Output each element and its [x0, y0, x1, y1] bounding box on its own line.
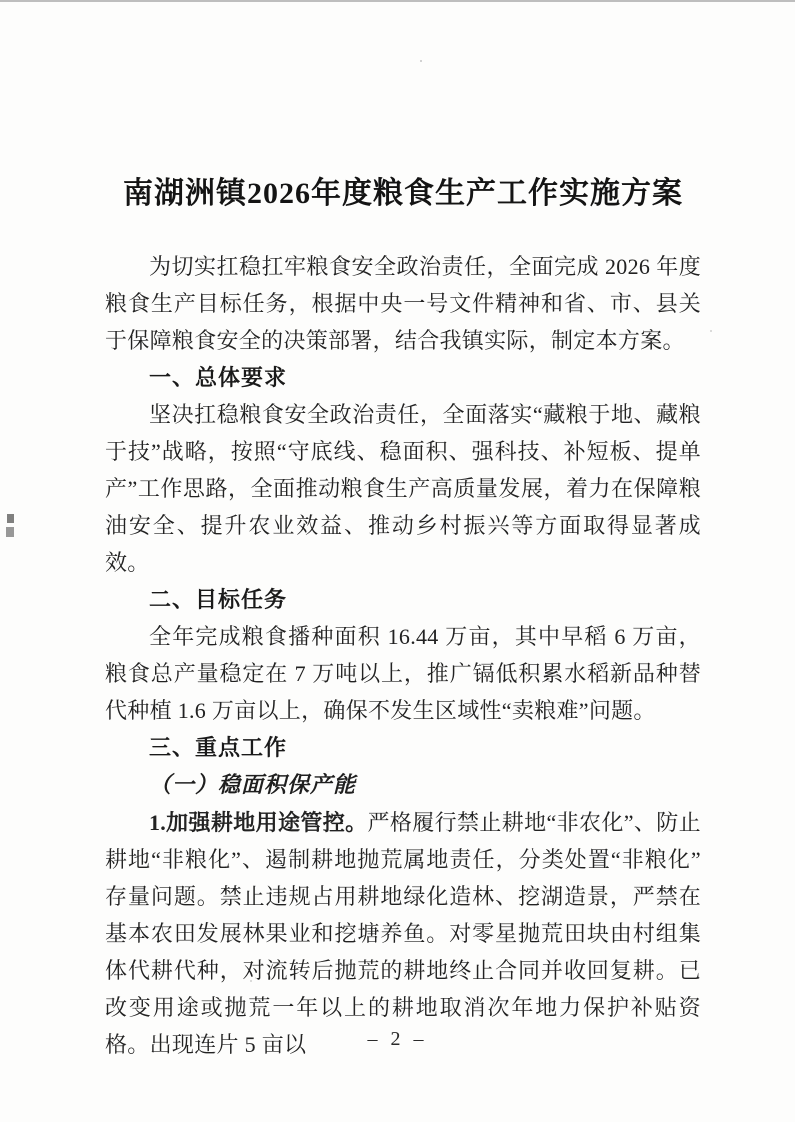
section-2-paragraph: 全年完成粮食播种面积 16.44 万亩，其中早稻 6 万亩，粮食总产量稳定在 7 万吨以上，推广镉低积累水稻新品种替代种植 1.6 万亩以上，确保不发生区域性“卖粮难”问题。	[105, 624, 701, 723]
document-body	[105, 0, 701, 1063]
section-3-subheading: （一）稳面积保产能	[149, 772, 357, 797]
page-number: – 2 –	[367, 1028, 428, 1050]
section-3-heading: 三、重点工作	[149, 735, 288, 760]
section-3-item-1-paragraph	[105, 804, 701, 1063]
document-title: 南湖洲镇2026年度粮食生产工作实施方案	[123, 177, 683, 210]
item-1-body: 严格履行禁止耕地“非农化”、防止耕地“非粮化”、遏制耕地抛荒属地责任，分类处置“非粮化”存量问题。禁止违规占用耕地绿化造林、挖湖造景，严禁在基本农田发展林果业和挖塘养鱼。对零星抛荒田块由村组集体代耕代种，对流转后抛荒的耕地终止合同并收回复耕。已改变用途或抛荒一年以上的耕地取消次年地力保护补贴资格。出现连片 5 亩以	[105, 810, 701, 1057]
item-1-lead: 1.加强耕地用途管控。	[149, 810, 368, 835]
section-1-heading: 一、总体要求	[149, 365, 288, 390]
section-2-heading: 二、目标任务	[149, 587, 288, 612]
intro-paragraph: 为切实扛稳扛牢粮食安全政治责任，全面完成 2026 年度粮食生产目标任务，根据中央一号文件精神和省、市、县关于保障粮食安全的决策部署，结合我镇实际，制定本方案。	[105, 254, 701, 353]
section-1-paragraph: 坚决扛稳粮食安全政治责任，全面落实“藏粮于地、藏粮于技”战略，按照“守底线、稳面积、强科技、补短板、提单产”工作思路，全面推动粮食生产高质量发展，着力在保障粮油安全、提升农业效益、推动乡村振兴等方面取得显著成效。	[105, 402, 701, 575]
scan-speck	[6, 527, 14, 537]
scan-speck	[7, 514, 14, 523]
scan-speck	[710, 330, 712, 332]
